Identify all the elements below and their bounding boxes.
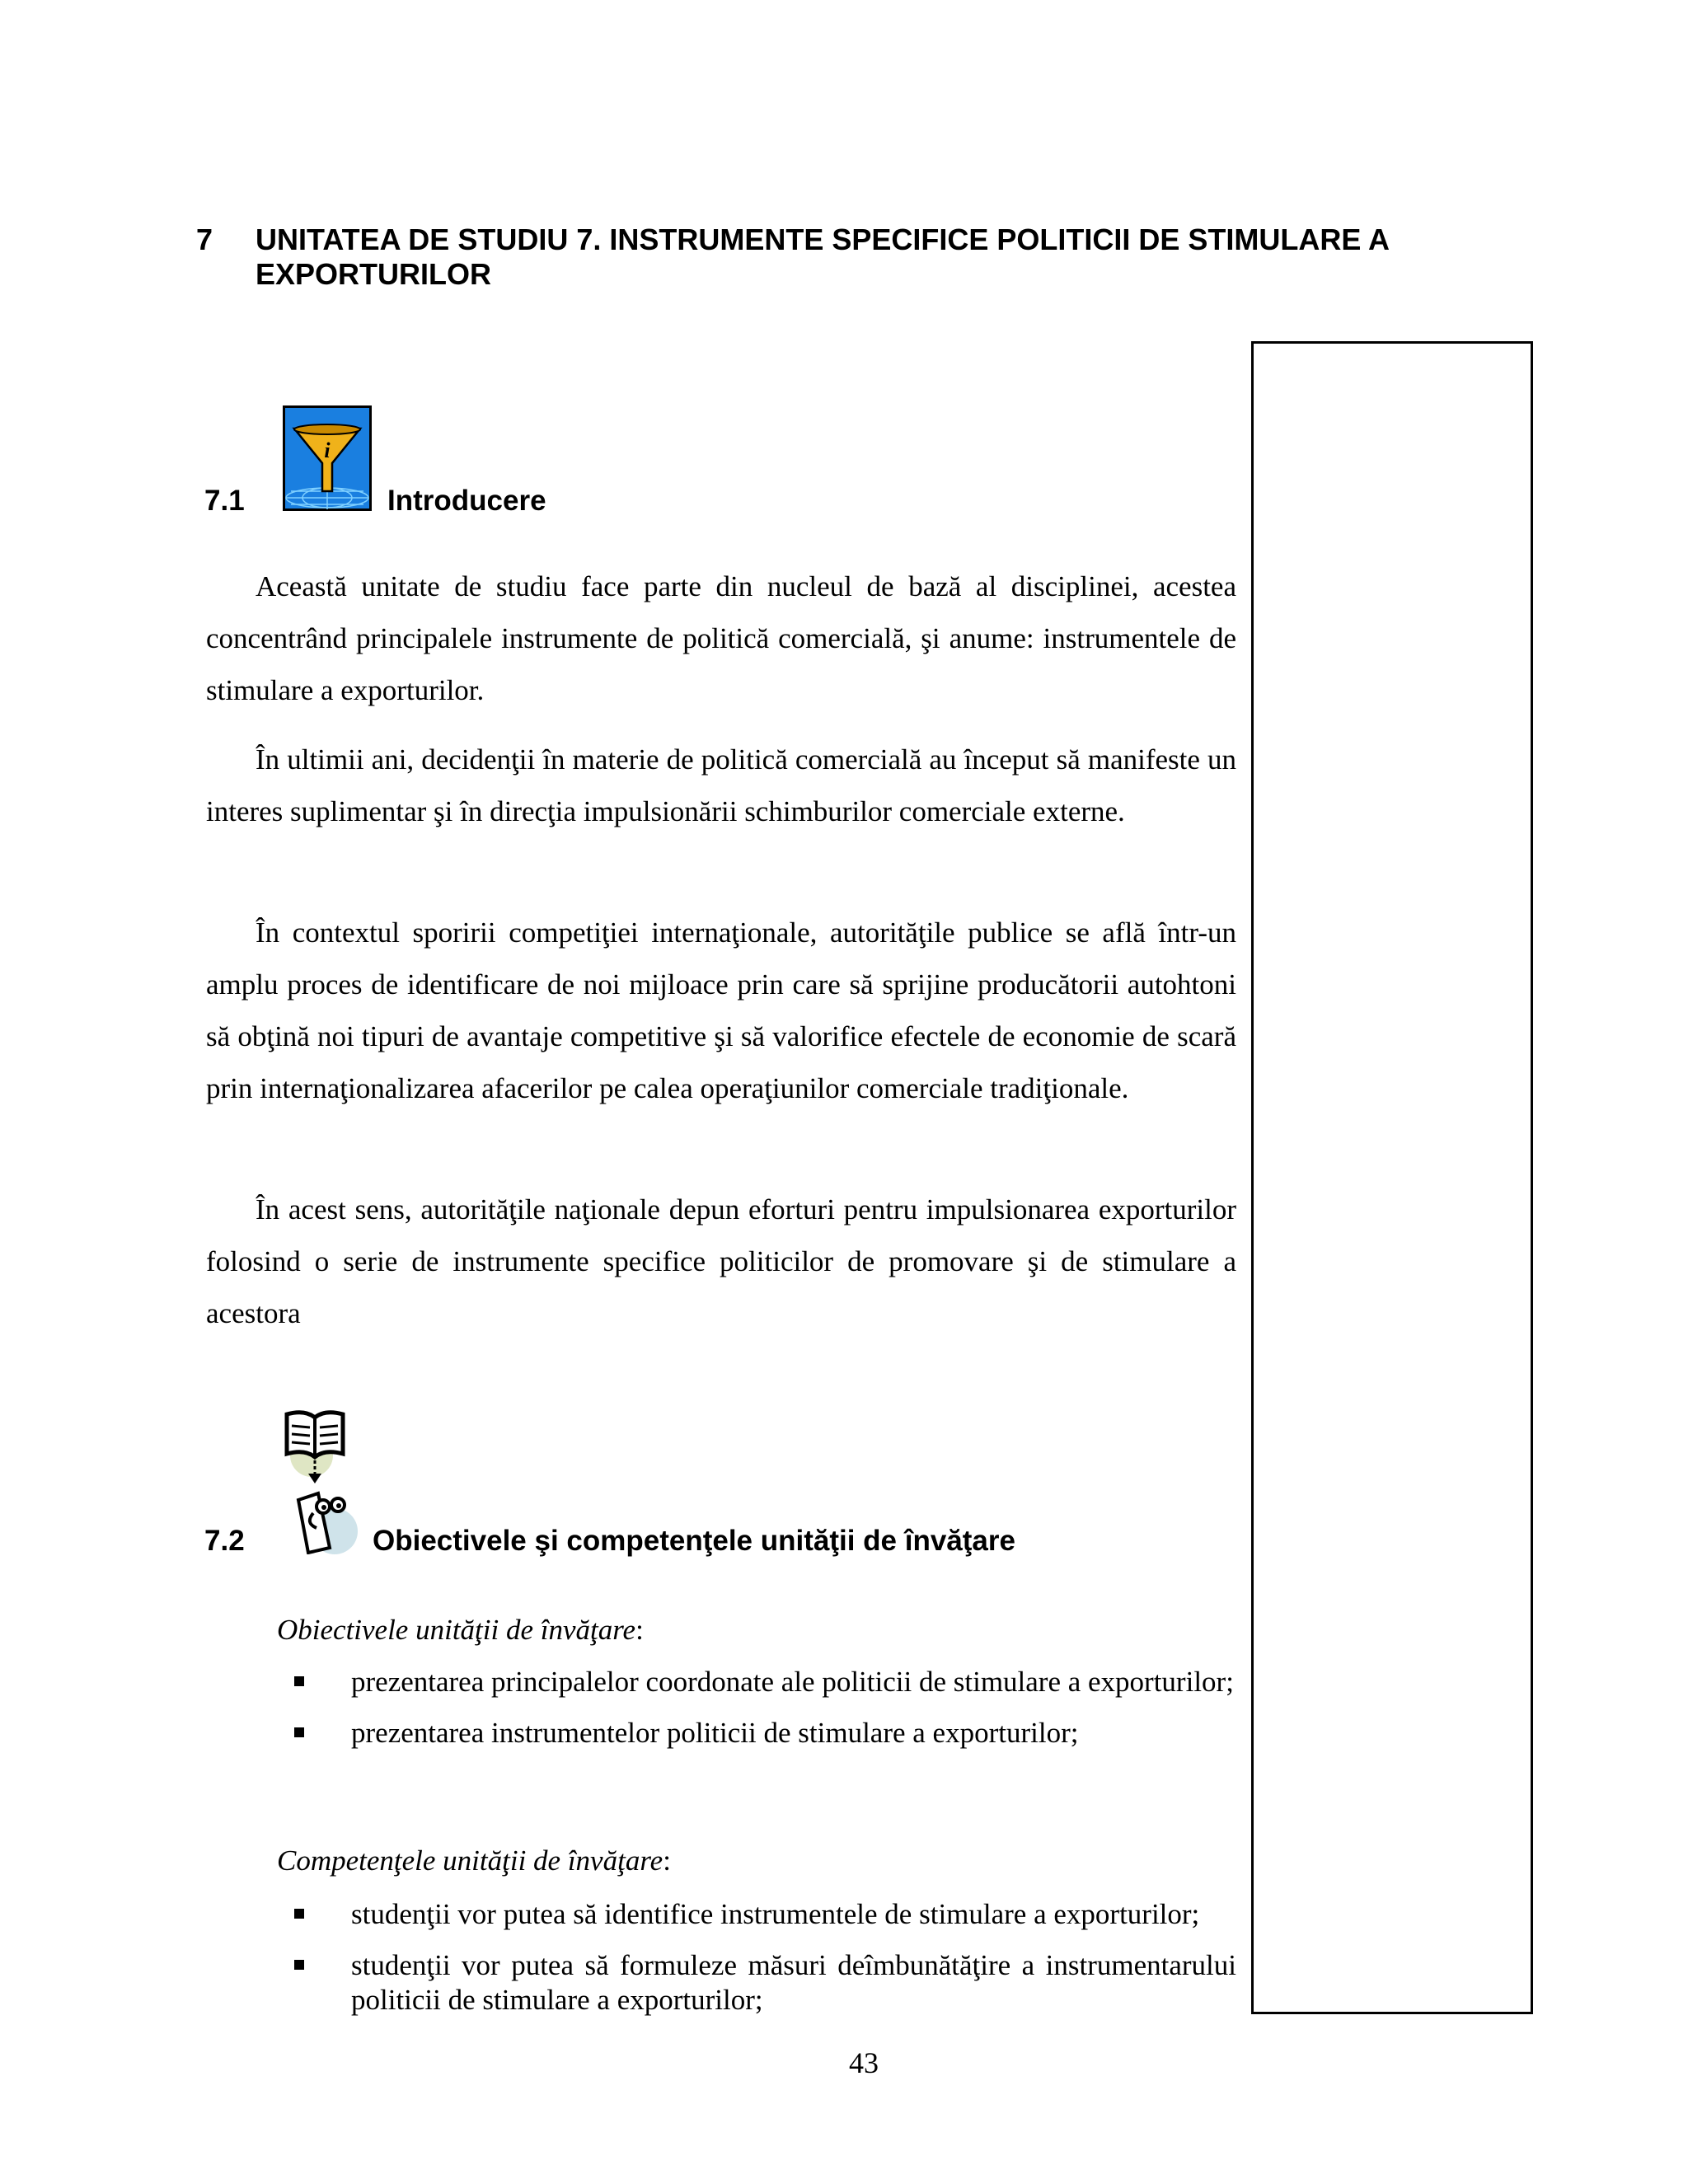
intro-paragraph-1: Această unitate de studiu face parte din nucleul de bază al disciplinei, acestea concentrând principalele instrumente de politică comercială, şi anume: instrumentele de stimulare a exporturilor.: [206, 570, 1236, 706]
chapter-title: UNITATEA DE STUDIU 7. INSTRUMENTE SPECIFICE POLITICII DE STIMULARE A EXPORTURILOR: [256, 223, 1389, 291]
page-number: 43: [849, 2046, 879, 2079]
competences-list: [280, 1897, 1236, 2034]
objectives-label: Obiectivele unităţii de învăţare:: [277, 1614, 644, 1646]
book-student-icon: [280, 1408, 368, 1554]
margin-notes-box: [1251, 341, 1533, 2014]
bullet-square-icon: [294, 1960, 304, 1970]
svg-text:i: i: [324, 438, 331, 462]
bullet-square-icon: [294, 1909, 304, 1919]
bullet-square-icon: [294, 1676, 304, 1686]
section-1-title: Introducere: [387, 485, 546, 517]
list-item: prezentarea principalelor coordonate ale politicii de stimulare a exporturilor;: [280, 1665, 1236, 1699]
list-item: prezentarea instrumentelor politicii de stimulare a exporturilor;: [280, 1716, 1236, 1750]
chapter-number: 7: [196, 223, 213, 256]
list-item: studenţii vor putea să identifice instrumentele de stimulare a exporturilor;: [280, 1897, 1236, 1932]
section-1-number: 7.1: [204, 485, 245, 517]
bullet-square-icon: [294, 1727, 304, 1737]
competences-label: Competenţele unităţii de învăţare:: [277, 1844, 671, 1877]
funnel-info-icon: [283, 405, 372, 511]
list-item: studenţii vor putea să formuleze măsuri deîmbunătăţire a instrumentarului politicii de stimulare a exporturilor;: [280, 1948, 1236, 2018]
intro-paragraph-2: În ultimii ani, decidenţii în materie de politică comercială au început să manifeste un interes suplimentar şi în direcţia impulsionării schimburilor comerciale externe.: [206, 743, 1236, 827]
section-2-title: Obiectivele şi competenţele unităţii de învăţare: [373, 1525, 1015, 1557]
intro-paragraph-4: În acest sens, autorităţile naţionale depun eforturi pentru impulsionarea exporturilor folosind o serie de instrumente specifice politicilor de promovare şi de stimulare a acestora: [206, 1193, 1236, 1329]
section-2-number: 7.2: [204, 1525, 245, 1557]
intro-paragraph-3: În contextul sporirii competiţiei internaţionale, autorităţile publice se află într-un amplu proces de identificare de noi mijloace prin care să sprijine producătorii autohtoni să obţină noi tipuri de avantaje competitive şi să valorifice efectele de economie de scară prin internaţionalizarea afacerilor pe calea operaţiunilor comerciale tradiţionale.: [206, 916, 1236, 1104]
objectives-list: [280, 1665, 1236, 1767]
